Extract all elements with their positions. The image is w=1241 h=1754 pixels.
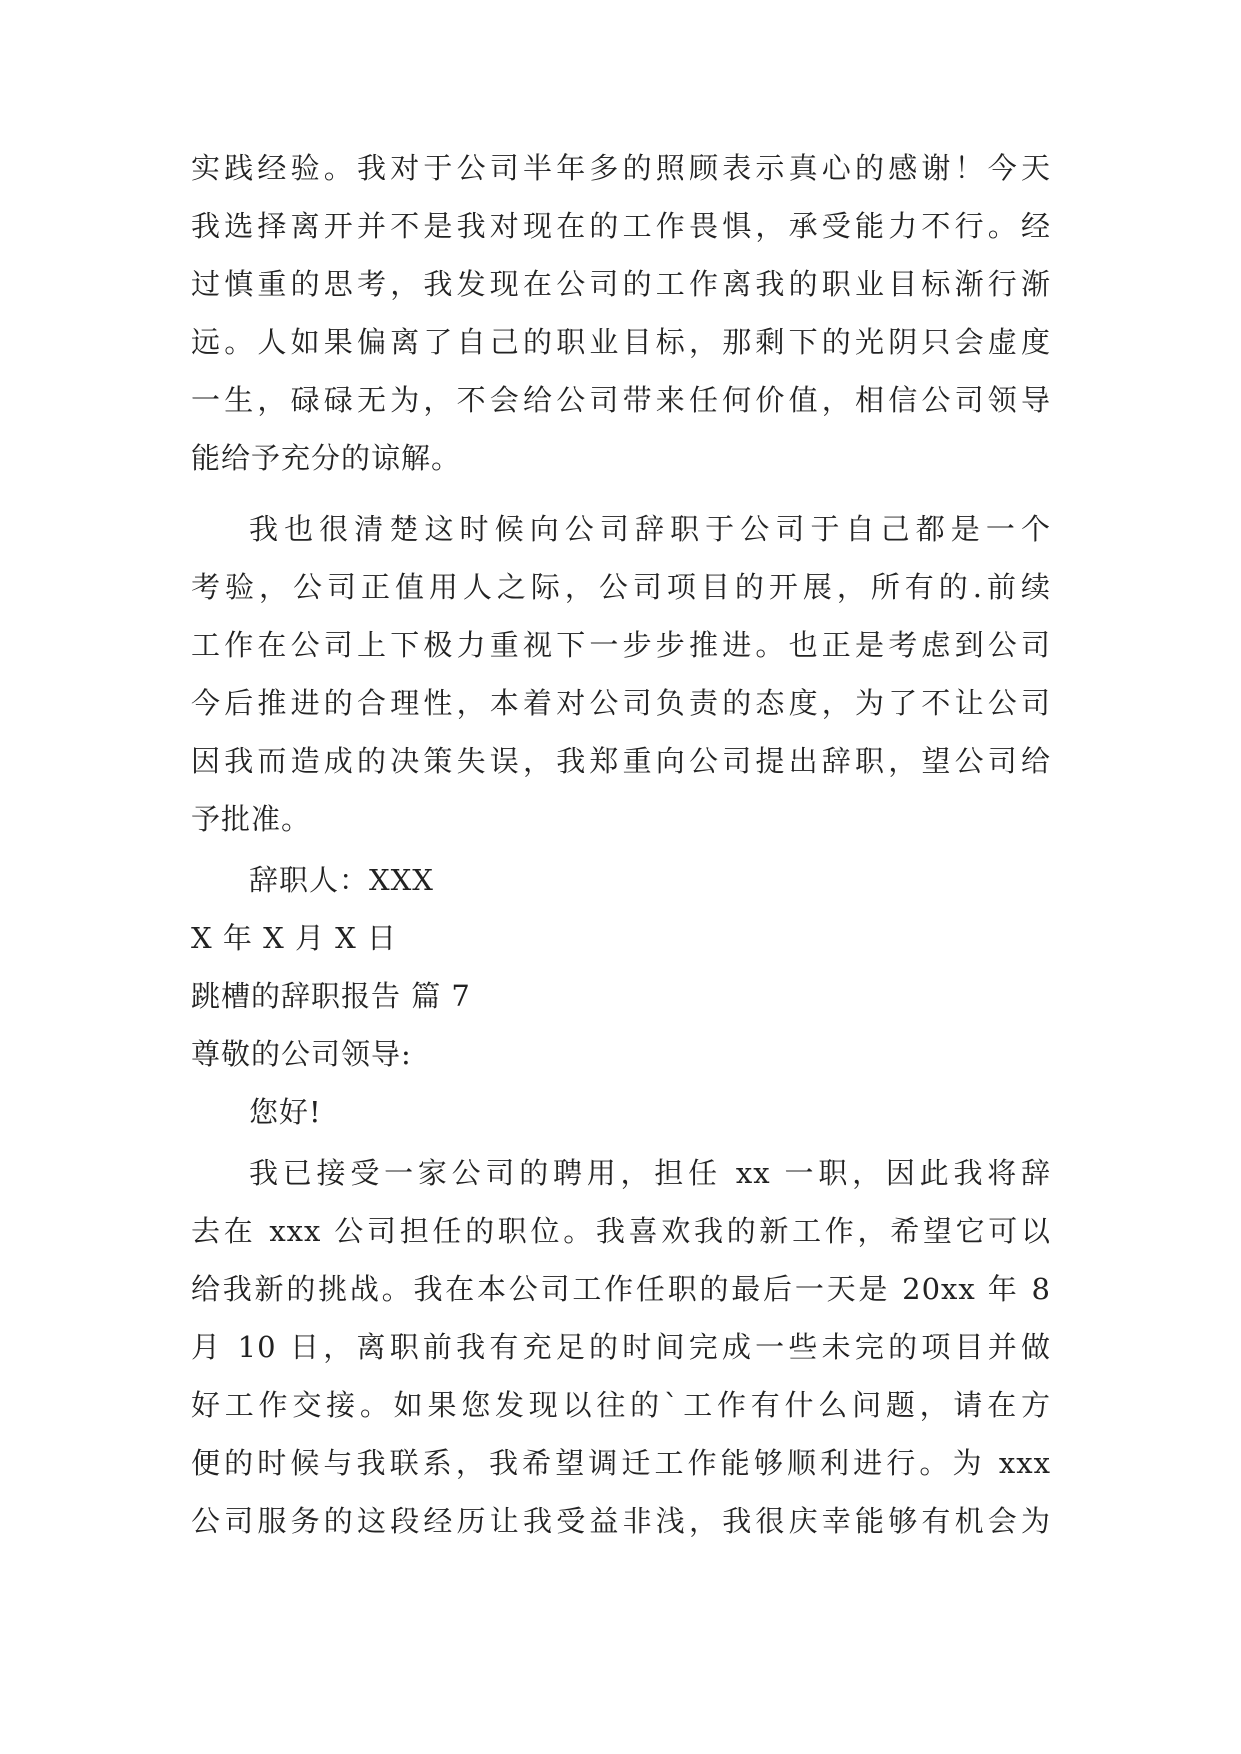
greeting: 您好! — [249, 1095, 322, 1129]
paragraph-line: 公司服务的这段经历让我受益非浅，我很庆幸能够有机会为 — [191, 1504, 1051, 1538]
paragraph-line: 月 10 日，离职前我有充足的时间完成一些未完的项目并做 — [191, 1330, 1051, 1364]
paragraph-line: 去在 xxx 公司担任的职位。我喜欢我的新工作，希望它可以 — [191, 1214, 1051, 1248]
section-heading: 跳槽的辞职报告 篇 7 — [191, 979, 471, 1013]
paragraph-line: 远。人如果偏离了自己的职业目标，那剩下的光阴只会虚度 — [191, 325, 1051, 359]
paragraph-line: 我也很清楚这时候向公司辞职于公司于自己都是一个 — [249, 512, 1051, 546]
signature-line: 辞职人：XXX — [249, 863, 434, 897]
paragraph-line: 我选择离开并不是我对现在的工作畏惧，承受能力不行。经 — [191, 209, 1051, 243]
paragraph-line: 给我新的挑战。我在本公司工作任职的最后一天是 20xx 年 8 — [191, 1272, 1051, 1306]
date-line: X 年 X 月 X 日 — [191, 921, 398, 955]
paragraph-line: 工作在公司上下极力重视下一步步推进。也正是考虑到公司 — [191, 628, 1051, 662]
paragraph-line: 我已接受一家公司的聘用，担任 xx 一职，因此我将辞 — [249, 1156, 1051, 1190]
paragraph-line: 实践经验。我对于公司半年多的照顾表示真心的感谢！今天 — [191, 151, 1051, 185]
paragraph-line: 今后推进的合理性，本着对公司负责的态度，为了不让公司 — [191, 686, 1051, 720]
paragraph-line: 好工作交接。如果您发现以往的`工作有什么问题，请在方 — [191, 1388, 1051, 1422]
paragraph-line: 予批准。 — [191, 802, 312, 836]
paragraph-line: 因我而造成的决策失误，我郑重向公司提出辞职，望公司给 — [191, 744, 1051, 778]
paragraph-line: 考验，公司正值用人之际，公司项目的开展，所有的.前续 — [191, 570, 1051, 604]
paragraph-line: 过慎重的思考，我发现在公司的工作离我的职业目标渐行渐 — [191, 267, 1051, 301]
salutation: 尊敬的公司领导: — [191, 1037, 412, 1071]
paragraph-line: 一生，碌碌无为，不会给公司带来任何价值，相信公司领导 — [191, 383, 1051, 417]
paragraph-line: 能给予充分的谅解。 — [191, 441, 462, 475]
paragraph-line: 便的时候与我联系，我希望调迁工作能够顺利进行。为 xxx — [191, 1446, 1051, 1480]
